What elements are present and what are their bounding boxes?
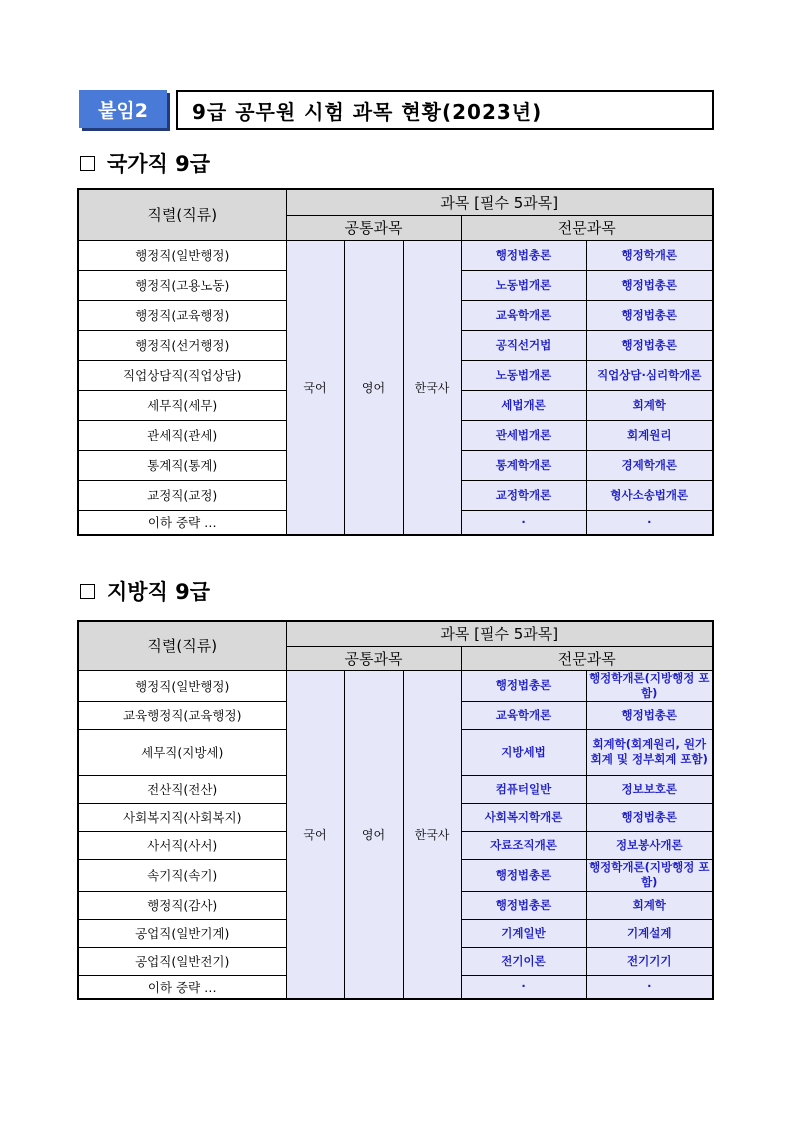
special-subject-1-cell: 세법개론	[461, 390, 586, 420]
special-subject-1-cell: 기계일반	[461, 919, 586, 947]
job-cell: 행정직(교육행정)	[78, 300, 286, 330]
job-cell: 세무직(세무)	[78, 390, 286, 420]
col-header-common: 공통과목	[286, 215, 461, 240]
common-subject-cell: 영어	[344, 670, 403, 999]
special-subject-2-cell: ·	[586, 510, 713, 535]
job-cell: 이하 중략 …	[78, 510, 286, 535]
common-subject-cell: 영어	[344, 240, 403, 535]
col-header-common: 공통과목	[286, 646, 461, 670]
job-cell: 행정직(일반행정)	[78, 670, 286, 701]
special-subject-2-cell: 회계학(회계원리, 원가회계 및 정부회계 포함)	[586, 729, 713, 775]
section-heading-national	[80, 148, 210, 178]
common-subject-cell: 한국사	[403, 670, 461, 999]
section-heading-text: 국가직 9급	[107, 152, 211, 176]
job-cell: 교정직(교정)	[78, 480, 286, 510]
table-row	[78, 240, 713, 270]
special-subject-2-cell: 행정법총론	[586, 803, 713, 831]
job-cell: 교육행정직(교육행정)	[78, 701, 286, 729]
special-subject-2-cell: 정보봉사개론	[586, 831, 713, 859]
special-subject-1-cell: 행정법총론	[461, 891, 586, 919]
special-subject-1-cell: 행정법총론	[461, 670, 586, 701]
special-subject-1-cell: 사회복지학개론	[461, 803, 586, 831]
special-subject-2-cell: 행정학개론	[586, 240, 713, 270]
special-subject-2-cell: 전기기기	[586, 947, 713, 975]
special-subject-2-cell: 형사소송법개론	[586, 480, 713, 510]
job-cell: 공업직(일반전기)	[78, 947, 286, 975]
special-subject-1-cell: 교육학개론	[461, 701, 586, 729]
col-header-job: 직렬(직류)	[78, 621, 286, 670]
special-subject-1-cell: ·	[461, 510, 586, 535]
special-subject-1-cell: 교정학개론	[461, 480, 586, 510]
table-row	[78, 670, 713, 701]
special-subject-1-cell: ·	[461, 975, 586, 999]
special-subject-1-cell: 노동법개론	[461, 360, 586, 390]
job-cell: 속기직(속기)	[78, 859, 286, 891]
common-subject-cell: 국어	[286, 240, 344, 535]
special-subject-2-cell: 행정법총론	[586, 270, 713, 300]
common-subject-cell: 한국사	[403, 240, 461, 535]
job-cell: 세무직(지방세)	[78, 729, 286, 775]
col-header-job: 직렬(직류)	[78, 189, 286, 240]
job-cell: 이하 중략 …	[78, 975, 286, 999]
job-cell: 행정직(일반행정)	[78, 240, 286, 270]
checkbox-icon	[80, 584, 95, 599]
special-subject-1-cell: 관세법개론	[461, 420, 586, 450]
section-heading-local	[80, 576, 210, 606]
common-subject-cell: 국어	[286, 670, 344, 999]
title-row	[79, 90, 715, 130]
special-subject-1-cell: 지방세법	[461, 729, 586, 775]
national-exam-table	[77, 188, 714, 536]
checkbox-icon	[80, 156, 95, 171]
job-cell: 사회복지직(사회복지)	[78, 803, 286, 831]
job-cell: 통계직(통계)	[78, 450, 286, 480]
special-subject-1-cell: 공직선거법	[461, 330, 586, 360]
job-cell: 행정직(감사)	[78, 891, 286, 919]
col-header-special: 전문과목	[461, 215, 713, 240]
special-subject-1-cell: 통계학개론	[461, 450, 586, 480]
col-header-subjects: 과목 [필수 5과목]	[286, 189, 713, 215]
special-subject-1-cell: 자료조직개론	[461, 831, 586, 859]
special-subject-1-cell: 행정법총론	[461, 240, 586, 270]
section-heading-text: 지방직 9급	[107, 580, 211, 604]
col-header-special: 전문과목	[461, 646, 713, 670]
job-cell: 행정직(선거행정)	[78, 330, 286, 360]
special-subject-1-cell: 전기이론	[461, 947, 586, 975]
special-subject-2-cell: 회계학	[586, 390, 713, 420]
special-subject-2-cell: 행정법총론	[586, 300, 713, 330]
job-cell: 관세직(관세)	[78, 420, 286, 450]
special-subject-2-cell: 행정학개론(지방행정 포함)	[586, 859, 713, 891]
special-subject-2-cell: 경제학개론	[586, 450, 713, 480]
job-cell: 직업상담직(직업상담)	[78, 360, 286, 390]
special-subject-2-cell: 회계학	[586, 891, 713, 919]
special-subject-1-cell: 교육학개론	[461, 300, 586, 330]
special-subject-2-cell: 정보보호론	[586, 775, 713, 803]
special-subject-2-cell: 직업상담·심리학개론	[586, 360, 713, 390]
special-subject-2-cell: 행정학개론(지방행정 포함)	[586, 670, 713, 701]
col-header-subjects: 과목 [필수 5과목]	[286, 621, 713, 646]
job-cell: 공업직(일반기계)	[78, 919, 286, 947]
special-subject-2-cell: 행정법총론	[586, 701, 713, 729]
attachment-badge: 붙임2	[79, 90, 167, 128]
special-subject-1-cell: 행정법총론	[461, 859, 586, 891]
special-subject-2-cell: ·	[586, 975, 713, 999]
special-subject-2-cell: 행정법총론	[586, 330, 713, 360]
special-subject-1-cell: 컴퓨터일반	[461, 775, 586, 803]
local-exam-table	[77, 620, 714, 1000]
job-cell: 사서직(사서)	[78, 831, 286, 859]
page-title: 9급 공무원 시험 과목 현황(2023년)	[176, 90, 714, 130]
special-subject-2-cell: 회계원리	[586, 420, 713, 450]
job-cell: 행정직(고용노동)	[78, 270, 286, 300]
special-subject-1-cell: 노동법개론	[461, 270, 586, 300]
special-subject-2-cell: 기계설계	[586, 919, 713, 947]
job-cell: 전산직(전산)	[78, 775, 286, 803]
